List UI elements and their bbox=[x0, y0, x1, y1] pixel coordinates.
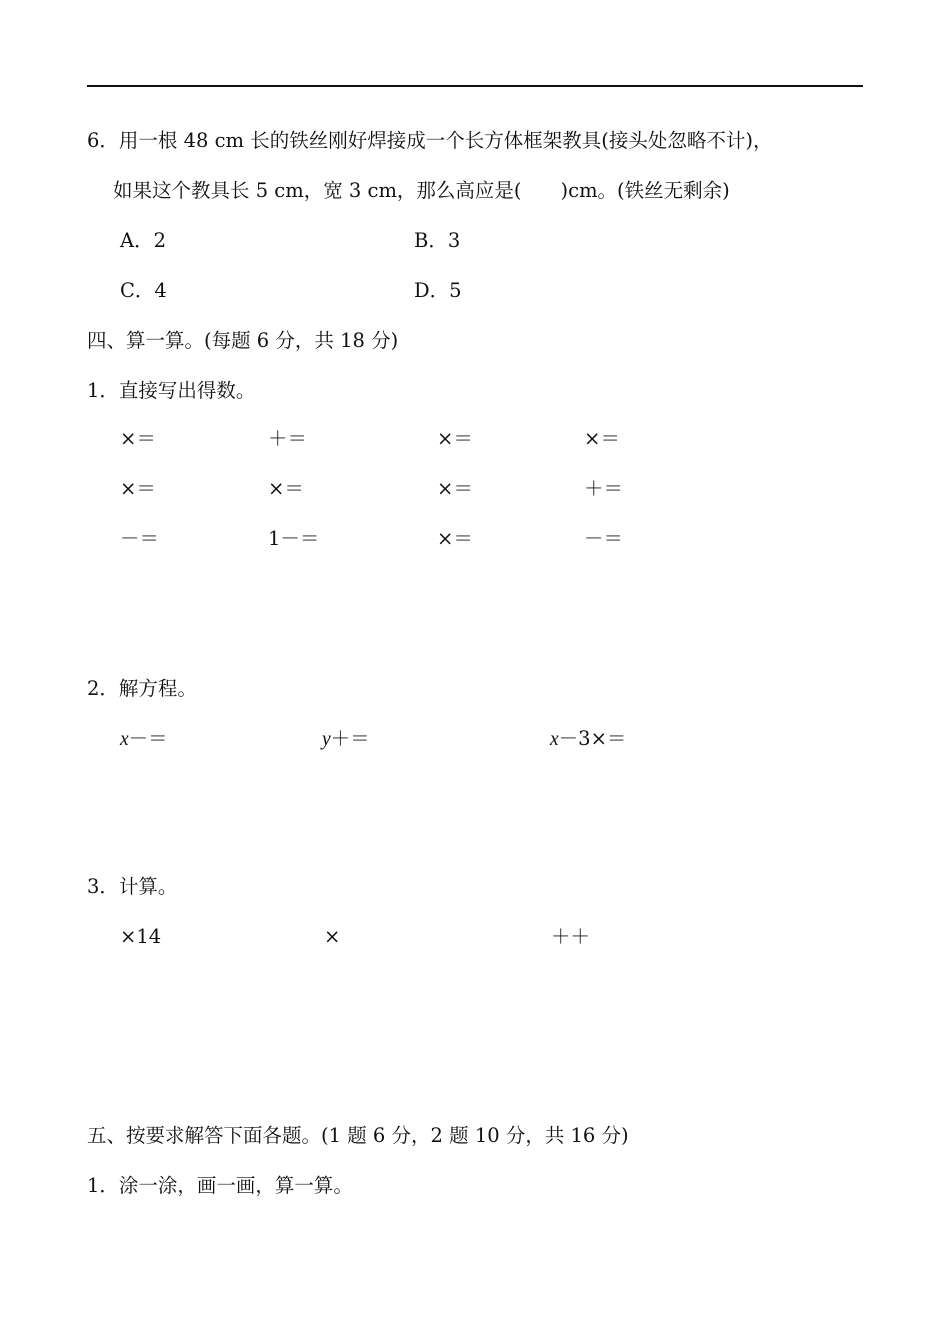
section5-p1-title: 1．涂一涂，画一画，算一算。 bbox=[87, 1174, 353, 1197]
section4-p1-title: 1．直接写出得数。 bbox=[87, 379, 256, 402]
equation-1 bbox=[120, 727, 168, 752]
equation-1-rest: －＝ bbox=[128, 727, 168, 750]
q6-option-b: B．3 bbox=[414, 229, 461, 252]
equation-3 bbox=[550, 727, 626, 752]
calc-r2-c2: ×＝ bbox=[268, 477, 304, 500]
calc-r1-c3: ×＝ bbox=[437, 427, 473, 450]
equation-2-rest: ＋＝ bbox=[330, 727, 370, 750]
calc-r3-c1: －＝ bbox=[120, 527, 160, 550]
section4-p2-title: 2．解方程。 bbox=[87, 677, 197, 700]
equation-1-variable: x bbox=[120, 729, 129, 750]
calc-r3-c3: ×＝ bbox=[437, 527, 473, 550]
compute-item-2: × bbox=[324, 925, 341, 948]
section5-heading: 五、按要求解答下面各题。(1 题 6 分，2 题 10 分，共 16 分) bbox=[87, 1124, 629, 1147]
equation-3-variable: x bbox=[550, 729, 559, 750]
calc-r2-c4: ＋＝ bbox=[584, 477, 624, 500]
calc-r1-c2: ＋＝ bbox=[268, 427, 308, 450]
section4-heading: 四、算一算。(每题 6 分，共 18 分) bbox=[87, 329, 399, 352]
equation-2-variable: y bbox=[322, 729, 331, 750]
q6-option-d: D．5 bbox=[414, 279, 462, 302]
q6-option-a: A．2 bbox=[120, 229, 166, 252]
calc-r2-c1: ×＝ bbox=[120, 477, 156, 500]
calc-r2-c3: ×＝ bbox=[437, 477, 473, 500]
q6-text-line2: 如果这个教具长 5 cm，宽 3 cm，那么高应是( )cm。(铁丝无剩余) bbox=[113, 179, 730, 202]
compute-item-3: ＋＋ bbox=[551, 925, 591, 948]
calc-r3-c2: 1－＝ bbox=[268, 527, 320, 550]
compute-item-1: ×14 bbox=[120, 925, 162, 948]
equation-3-rest: －3×＝ bbox=[558, 727, 627, 750]
q6-option-c: C．4 bbox=[120, 279, 167, 302]
q6-text-line1: 6．用一根 48 cm 长的铁丝刚好焊接成一个长方体框架教具(接头处忽略不计)， bbox=[87, 129, 773, 152]
calc-r3-c4: －＝ bbox=[584, 527, 624, 550]
section4-p3-title: 3．计算。 bbox=[87, 875, 178, 898]
calc-r1-c1: ×＝ bbox=[120, 427, 156, 450]
equation-2 bbox=[322, 727, 370, 752]
top-rule bbox=[87, 85, 863, 87]
calc-r1-c4: ×＝ bbox=[584, 427, 620, 450]
